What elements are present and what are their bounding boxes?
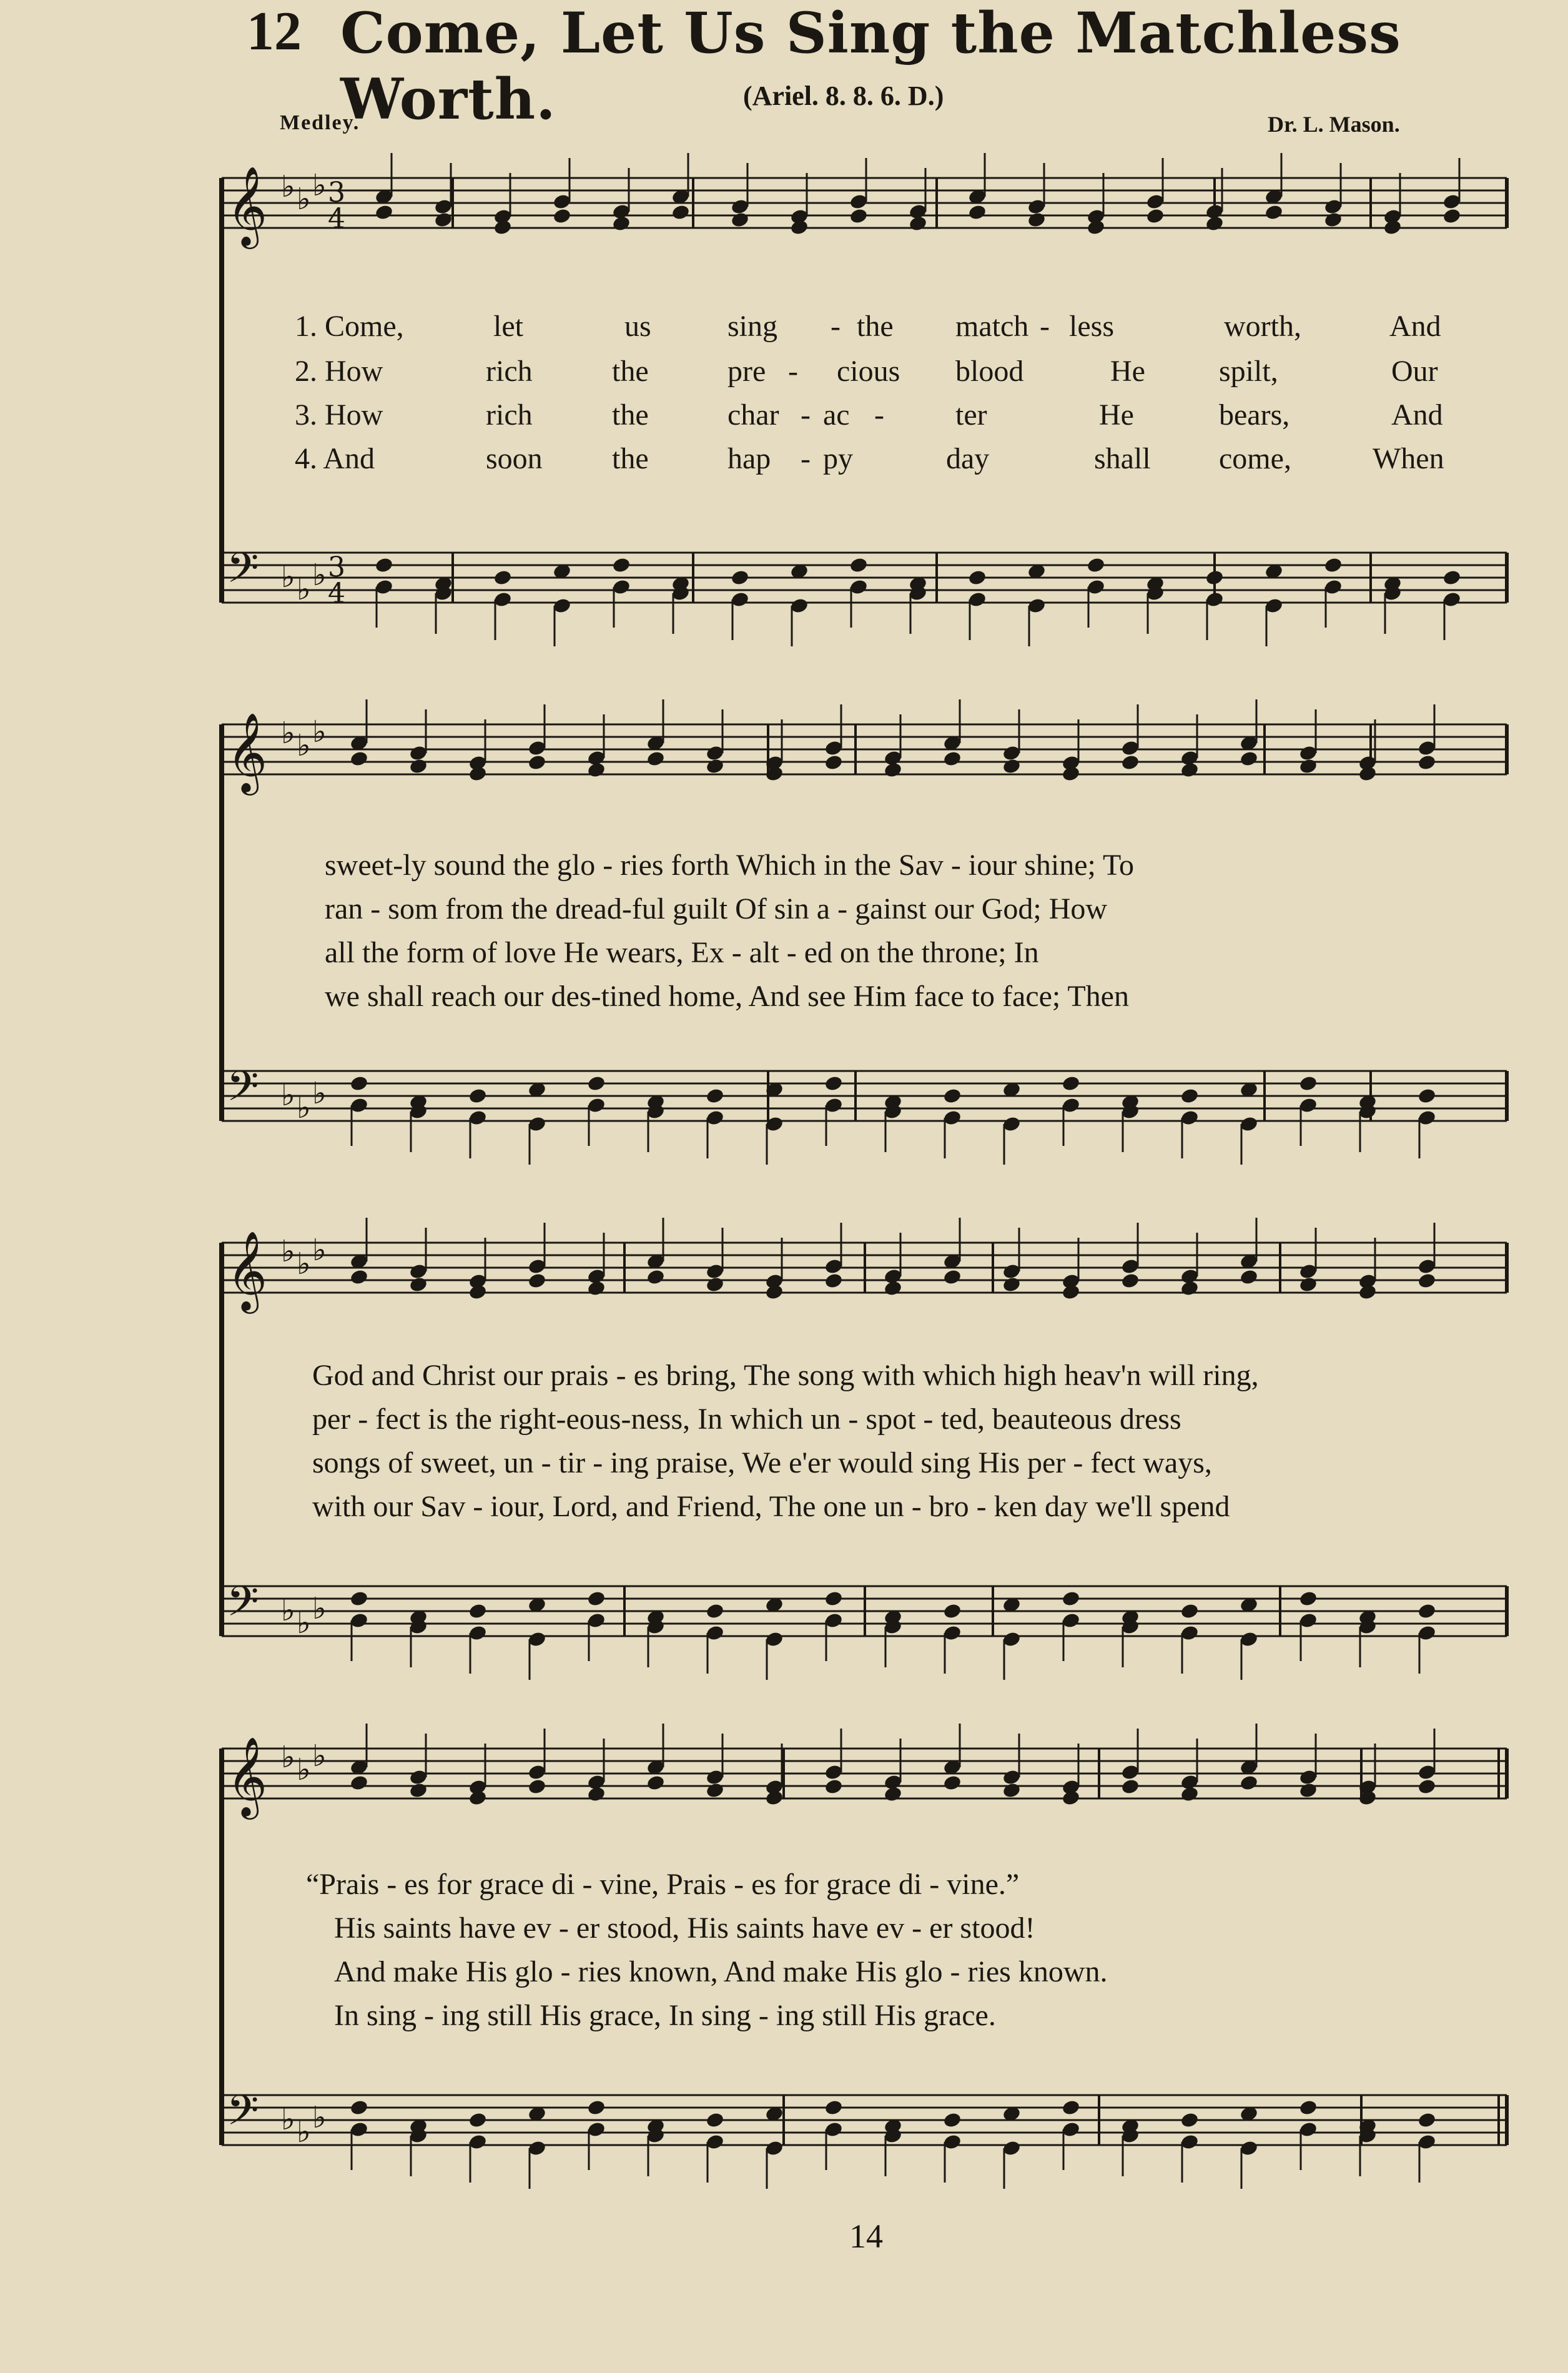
note-heads bbox=[349, 188, 1461, 2157]
page-number: 14 bbox=[849, 2218, 883, 2255]
verse-4-line: with our Sav - iour, Lord, and Friend, The one un - bro - ken day we'll spend bbox=[312, 1490, 1230, 1523]
tune-meter: (Ariel. 8. 8. 6. D.) bbox=[743, 81, 944, 111]
lyric-syllable: When bbox=[1373, 442, 1444, 475]
lyric-syllable: - bbox=[1040, 310, 1050, 343]
arranger-label: Medley. bbox=[280, 111, 360, 134]
svg-text:♭: ♭ bbox=[297, 2114, 311, 2149]
verse-4-line: In sing - ing still His grace, In sing - ing still His grace. bbox=[334, 1999, 996, 2032]
lyric-syllable: - bbox=[831, 310, 841, 343]
lyric-syllable: worth, bbox=[1224, 310, 1301, 343]
svg-text:♭: ♭ bbox=[312, 1233, 327, 1268]
svg-text:♭: ♭ bbox=[312, 2100, 327, 2135]
svg-text:♭: ♭ bbox=[297, 1090, 311, 1125]
verse-2-line: His saints have ev - er stood, His saints have ev - er stood! bbox=[334, 1912, 1035, 1945]
verse-3-line: And make His glo - ries known, And make His glo - ries known. bbox=[334, 1955, 1108, 1988]
lyric-syllable: soon bbox=[486, 442, 543, 475]
svg-text:♭: ♭ bbox=[297, 1606, 311, 1640]
lyric-syllable: shall bbox=[1094, 442, 1151, 475]
lyric-syllable: the bbox=[857, 310, 894, 343]
lyric-syllable: He bbox=[1099, 398, 1134, 432]
lyric-syllable: 1. Come, bbox=[295, 310, 404, 343]
lyric-syllable: - bbox=[788, 355, 798, 388]
verse-3-line: songs of sweet, un - tir - ing praise, We e'er would sing His per - fect ways, bbox=[312, 1446, 1212, 1479]
lyric-syllable: And bbox=[1391, 398, 1443, 432]
svg-text:♭: ♭ bbox=[281, 716, 295, 751]
lyric-syllable: the bbox=[612, 355, 649, 388]
svg-text:♭: ♭ bbox=[281, 1593, 295, 1628]
lyric-syllable: pre bbox=[727, 355, 766, 388]
svg-text:4: 4 bbox=[328, 578, 345, 609]
verse-1-line: sweet-ly sound the glo - ries forth Which in the Sav - iour shine; To bbox=[325, 849, 1134, 882]
lyric-syllable: He bbox=[1110, 355, 1145, 388]
verse-1-line: God and Christ our prais - es bring, The song with which high heav'n will ring, bbox=[312, 1359, 1259, 1392]
svg-text:♭: ♭ bbox=[281, 1740, 295, 1775]
lyric-syllable: come, bbox=[1219, 442, 1291, 475]
verse-2-line: ran - som from the dread-ful guilt Of sin a - gainst our God; How bbox=[325, 892, 1108, 925]
svg-text:♭: ♭ bbox=[281, 1234, 295, 1269]
svg-text:♭: ♭ bbox=[281, 1078, 295, 1113]
svg-text:♭: ♭ bbox=[297, 728, 311, 763]
lyric-syllable: 4. And bbox=[295, 442, 375, 475]
lyric-syllable: the bbox=[612, 398, 649, 432]
svg-text:𝄢: 𝄢 bbox=[227, 1577, 259, 1635]
lyric-syllable: sing bbox=[727, 310, 778, 343]
svg-text:♭: ♭ bbox=[297, 182, 311, 217]
svg-text:♭: ♭ bbox=[312, 714, 327, 749]
lyric-syllable: And bbox=[1389, 310, 1441, 343]
composer-label: Dr. L. Mason. bbox=[1268, 112, 1400, 137]
lyric-syllable: rich bbox=[486, 398, 533, 432]
lyric-syllable: - bbox=[801, 398, 811, 432]
svg-text:♭: ♭ bbox=[312, 1739, 327, 1774]
verse-1-line: “Prais - es for grace di - vine, Prais - es for grace di - vine.” bbox=[306, 1868, 1020, 1901]
svg-text:4: 4 bbox=[328, 203, 345, 235]
lyric-syllable: match bbox=[955, 310, 1029, 343]
verse-2-line: per - fect is the right-eous-ness, In which un - spot - ted, beauteous dress bbox=[312, 1403, 1181, 1436]
lyric-syllable: py bbox=[823, 442, 853, 475]
svg-text:𝄞: 𝄞 bbox=[227, 1230, 268, 1310]
svg-text:𝄢: 𝄢 bbox=[227, 544, 259, 602]
lyric-syllable: day bbox=[946, 442, 990, 475]
lyric-syllable: cious bbox=[837, 355, 900, 388]
svg-text:𝄞: 𝄞 bbox=[227, 712, 268, 792]
lyric-syllable: the bbox=[612, 442, 649, 475]
lyric-syllable: rich bbox=[486, 355, 533, 388]
lyric-syllable: let bbox=[493, 310, 523, 343]
svg-text:♭: ♭ bbox=[297, 1752, 311, 1787]
lyric-syllable: 2. How bbox=[295, 355, 383, 388]
svg-text:♭: ♭ bbox=[312, 558, 327, 593]
hymn-title: Come, Let Us Sing the Matchless Worth. bbox=[340, 0, 1401, 132]
svg-text:𝄢: 𝄢 bbox=[227, 2086, 259, 2144]
svg-text:♭: ♭ bbox=[312, 168, 327, 203]
lyric-syllable: blood bbox=[955, 355, 1024, 388]
lyric-syllable: spilt, bbox=[1219, 355, 1278, 388]
lyric-syllable: less bbox=[1069, 310, 1114, 343]
svg-text:♭: ♭ bbox=[312, 1591, 327, 1626]
svg-text:𝄢: 𝄢 bbox=[227, 1062, 259, 1120]
lyric-syllable: bears, bbox=[1219, 398, 1290, 432]
hymn-number: 12 bbox=[247, 1, 302, 62]
svg-text:3: 3 bbox=[328, 177, 345, 209]
svg-text:3: 3 bbox=[328, 551, 345, 583]
svg-text:♭: ♭ bbox=[297, 572, 311, 607]
verse-4-line: we shall reach our des-tined home, And see Him face to face; Then bbox=[325, 980, 1129, 1013]
lyric-syllable: char bbox=[727, 398, 779, 432]
svg-text:♭: ♭ bbox=[281, 169, 295, 204]
lyric-syllable: ter bbox=[955, 398, 987, 432]
svg-text:♭: ♭ bbox=[281, 560, 295, 594]
svg-text:♭: ♭ bbox=[297, 1246, 311, 1281]
lyric-syllable: ac bbox=[823, 398, 850, 432]
lyric-syllable: hap bbox=[727, 442, 771, 475]
lyric-syllable: Our bbox=[1391, 355, 1438, 388]
verse-3-line: all the form of love He wears, Ex - alt - ed on the throne; In bbox=[325, 936, 1039, 969]
svg-text:𝄞: 𝄞 bbox=[227, 165, 268, 245]
lyric-syllable: - bbox=[801, 442, 811, 475]
lyric-syllable: 3. How bbox=[295, 398, 383, 432]
svg-text:𝄞: 𝄞 bbox=[227, 1736, 268, 1816]
svg-text:♭: ♭ bbox=[281, 2102, 295, 2137]
lyric-syllable: us bbox=[624, 310, 651, 343]
svg-text:♭: ♭ bbox=[312, 1076, 327, 1111]
lyric-syllable: - bbox=[874, 398, 884, 432]
